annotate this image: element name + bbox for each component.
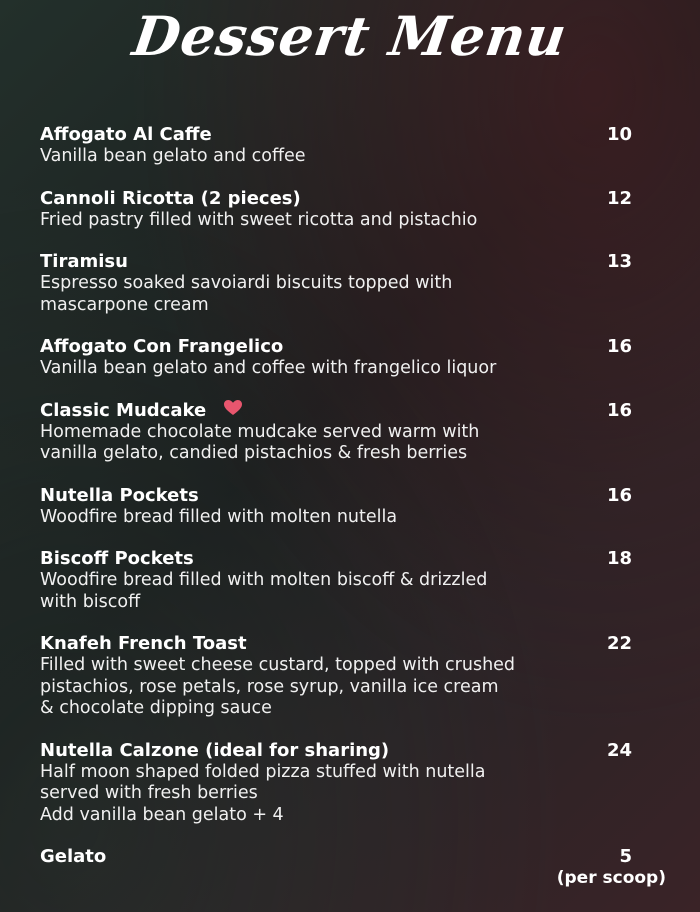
description-line: Vanilla bean gelato and coffee [40,146,306,166]
item-description [40,210,565,232]
item-description [40,507,565,529]
description-line: mascarpone cream [40,294,209,315]
item-price: 13 [606,251,632,272]
menu-item [40,251,670,316]
item-description [40,655,565,720]
item-description [40,570,565,613]
description-line: & chocolate dipping sauce [40,698,272,718]
item-name: Affogato Al Caffe [40,124,212,145]
description-line: Woodfire bread filled with molten nutella [40,506,398,527]
item-price: 10 [606,124,632,145]
description-line: Vanilla bean gelato and coffee with frangelico liquor [40,358,497,378]
item-name: Classic Mudcake [40,399,207,421]
item-description [40,273,565,316]
menu-item [40,846,670,888]
item-description [40,762,565,827]
item-price: 24 [606,739,632,761]
page-title: Dessert Menu [128,4,572,68]
item-description [40,422,565,465]
item-description [40,358,565,380]
item-name: Cannoli Ricotta (2 pieces) [40,187,301,209]
description-line: Filled with sweet cheese custard, topped with crushed [40,655,516,675]
description-line: Fried pastry filled with sweet ricotta and pistachio [40,209,478,230]
menu-item [40,336,670,380]
description-line: vanilla gelato, candied pistachios & fresh berries [40,443,468,463]
item-price: 18 [606,548,632,569]
description-line: served with fresh berries [40,783,258,803]
item-name: Knafeh French Toast [40,633,247,654]
description-line: Homemade chocolate mudcake served warm with [40,421,480,442]
item-name: Nutella Pockets [40,484,199,506]
price-note: (per scoop) [556,868,666,888]
description-line: Add vanilla bean gelato + 4 [40,804,284,825]
item-name: Gelato [40,846,107,867]
description-line: with biscoff [40,591,141,612]
item-price: 12 [606,187,632,209]
item-name: Affogato Con Frangelico [40,336,284,357]
item-price: 22 [606,633,632,654]
item-price: 16 [606,336,632,357]
item-price: 16 [606,484,632,506]
menu-item [40,124,670,168]
menu-item [40,485,670,529]
item-price: 16 [606,399,632,421]
menu-item [40,548,670,613]
menu-item [40,740,670,827]
menu-item [40,400,670,465]
item-name: Tiramisu [40,251,128,272]
menu-item [40,633,670,720]
item-name: Nutella Calzone (ideal for sharing) [40,739,390,761]
description-line: pistachios, rose petals, rose syrup, vanilla ice cream [40,676,499,697]
menu-item [40,188,670,232]
item-price: 5 [619,846,632,867]
item-description [40,146,565,168]
description-line: Half moon shaped folded pizza stuffed with nutella [40,761,486,782]
description-line: Woodfire bread filled with molten biscoff & drizzled [40,570,488,590]
item-name: Biscoff Pockets [40,548,194,569]
menu-list [40,124,670,888]
description-line: Espresso soaked savoiardi biscuits topped with [40,273,453,293]
heart-icon [223,399,243,420]
